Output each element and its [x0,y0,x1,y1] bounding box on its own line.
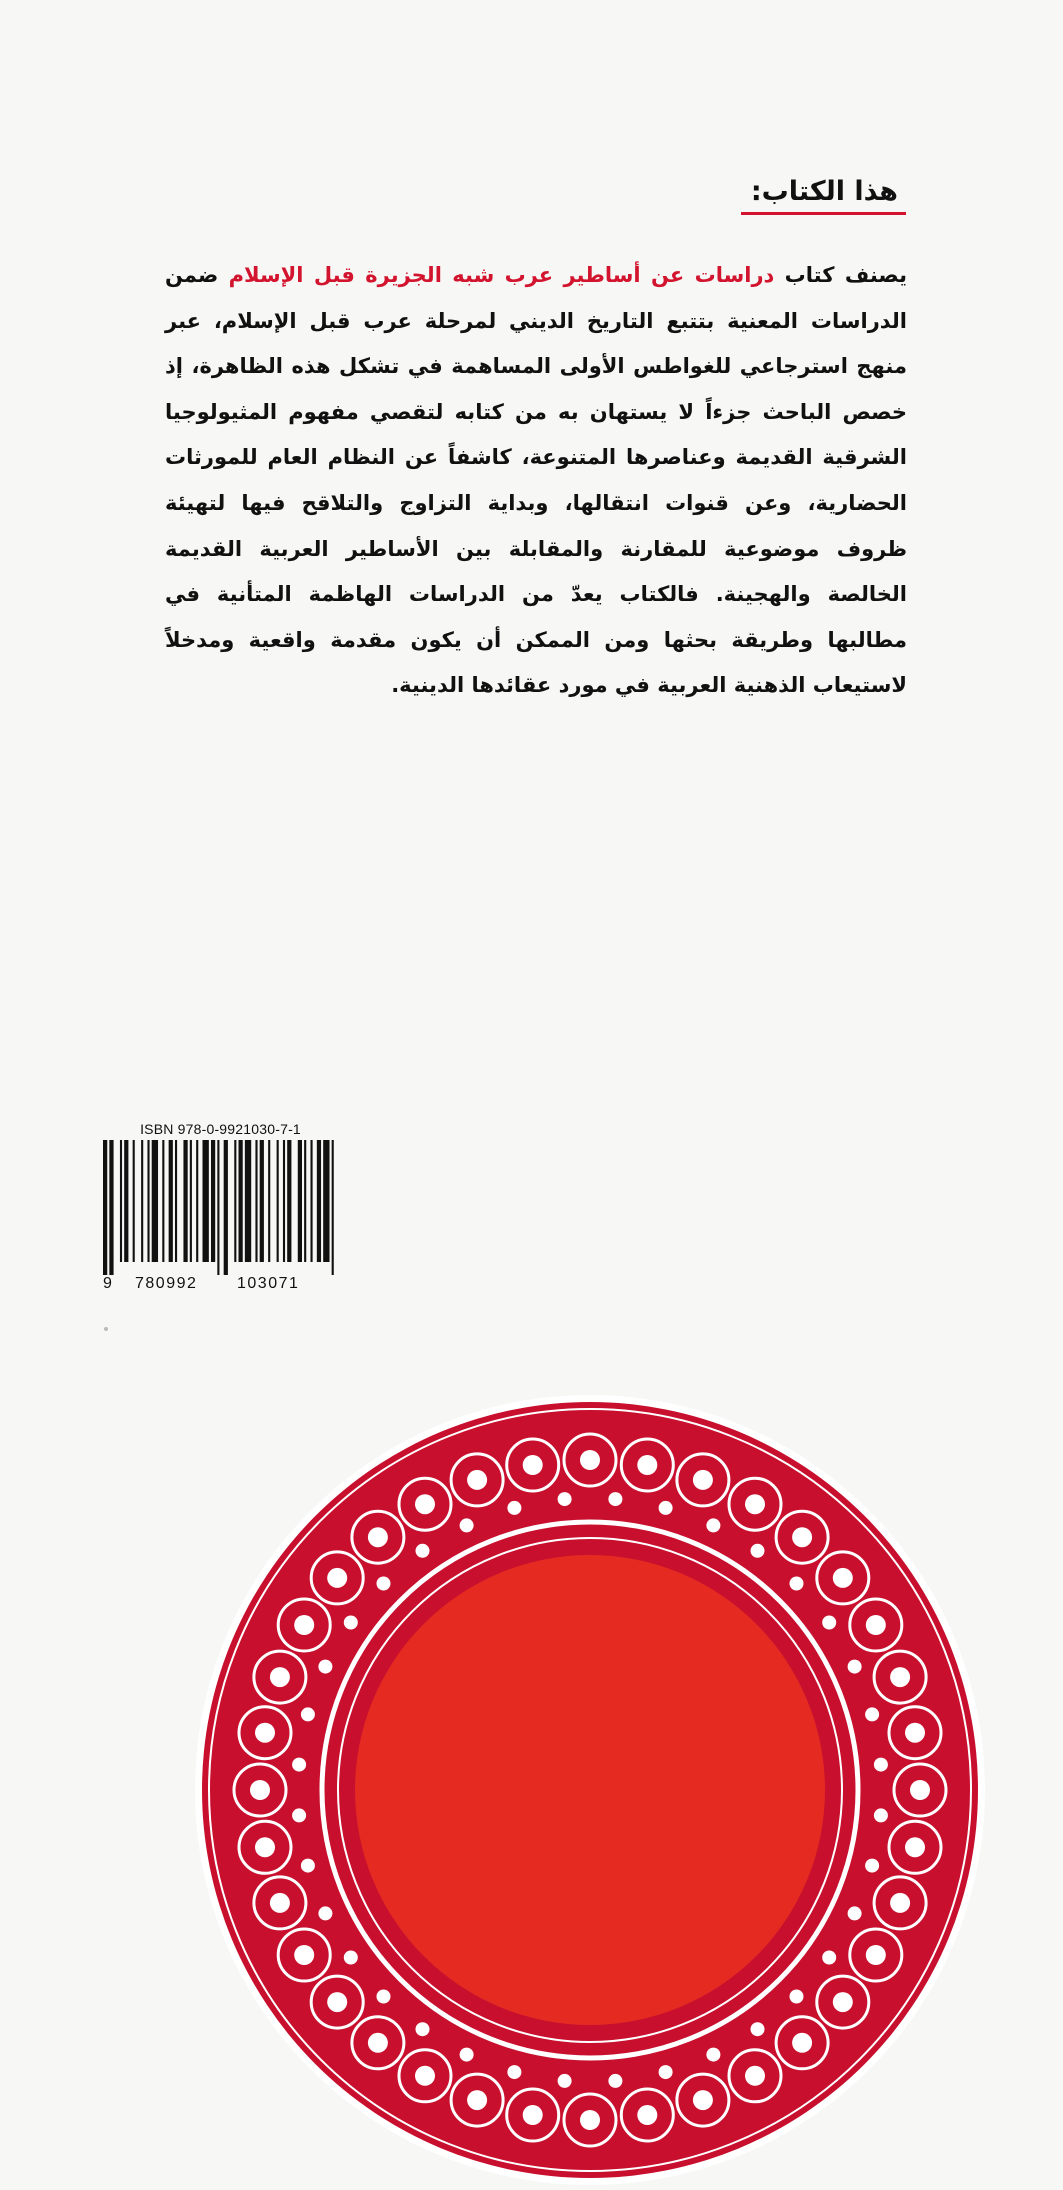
barcode-bar [196,1140,198,1262]
arabesque-bud [294,1615,314,1635]
arabesque-dot [790,1990,804,2004]
arabesque-bud [745,2066,765,2086]
arabesque-dot [507,1501,521,1515]
barcode-bar [287,1140,291,1262]
barcode-bar [277,1140,279,1262]
arabesque-dot [706,1518,720,1532]
barcode-bar [268,1140,270,1262]
barcode-bar [152,1140,158,1262]
barcode-left-group: 780992 [135,1275,198,1292]
arabesque-bud [905,1723,925,1743]
arabesque-dot [377,1990,391,2004]
book-title-highlight: دراسات عن أساطير عرب شبه الجزيرة قبل الإسلام [228,263,775,287]
arabesque-bud [270,1667,290,1687]
barcode-bar [217,1140,219,1275]
arabesque-bud [523,1455,543,1475]
barcode-bar [162,1140,164,1262]
barcode-bar [245,1140,251,1262]
barcode-bar [255,1140,257,1262]
isbn-label: ISBN 978-0-9921030-7-1 [140,1121,301,1137]
arabesque-bud [637,2105,657,2125]
barcode-bar [169,1140,173,1262]
barcode-bar [332,1140,334,1275]
arabesque-bud [270,1893,290,1913]
cover-heading: هذا الكتاب: [750,176,898,207]
arabesque-bud [467,2090,487,2110]
arabesque-dot [318,1906,332,1920]
arabesque-bud [580,2110,600,2130]
arabesque-bud [693,1470,713,1490]
arabesque-bud [833,1568,853,1588]
barcode-right-group: 103071 [237,1275,300,1292]
arabesque-bud [637,1455,657,1475]
barcode-bar [310,1140,312,1262]
barcode-bar [234,1140,236,1262]
arabesque-bud [866,1945,886,1965]
arabesque-bud [368,2033,388,2053]
barcode-bar [224,1140,228,1275]
barcode-bar [183,1140,187,1262]
arabesque-bud [693,2090,713,2110]
arabesque-dot [292,1758,306,1772]
arabesque-dot [874,1808,888,1822]
arabesque-bud [467,1470,487,1490]
arabesque-bud [905,1837,925,1857]
barcode [103,1140,338,1275]
barcode-bar [120,1140,122,1262]
arabesque-dot [706,2048,720,2062]
medallion-center-disc [355,1555,825,2025]
arabesque-dot [416,1544,430,1558]
blurb-prefix: يصنف كتاب [774,263,907,287]
arabesque-dot [790,1577,804,1591]
barcode-bar [283,1140,285,1262]
arabesque-dot [865,1859,879,1873]
print-speck [104,1327,108,1331]
arabesque-bud [890,1893,910,1913]
heading-underline [741,212,906,215]
arabesque-bud [910,1780,930,1800]
barcode-bar [124,1140,128,1262]
arabesque-bud [255,1723,275,1743]
barcode-bar [260,1140,264,1262]
barcode-bar [304,1140,306,1262]
barcode-bar [147,1140,149,1262]
barcode-bar [141,1140,143,1262]
arabesque-bud [792,1527,812,1547]
arabesque-dot [292,1808,306,1822]
arabesque-dot [822,1616,836,1630]
arabesque-dot [659,1501,673,1515]
arabesque-dot [558,2074,572,2088]
arabesque-bud [792,2033,812,2053]
barcode-bar [103,1140,107,1275]
arabesque-dot [318,1660,332,1674]
arabesque-dot [848,1906,862,1920]
barcode-bar [175,1140,177,1262]
arabesque-dot [460,2048,474,2062]
barcode-bar [203,1140,209,1262]
barcode-bar [190,1140,192,1262]
arabesque-dot [865,1707,879,1721]
arabesque-bud [580,1450,600,1470]
arabesque-dot [460,1518,474,1532]
arabesque-dot [507,2065,521,2079]
arabesque-dot [344,1951,358,1965]
arabesque-dot [822,1951,836,1965]
barcode-first-digit: 9 [103,1275,114,1292]
arabesque-bud [294,1945,314,1965]
barcode-bar [239,1140,243,1262]
arabesque-dot [301,1707,315,1721]
arabesque-bud [745,1494,765,1514]
barcode-bar [323,1140,329,1262]
blurb-paragraph [165,253,907,709]
arabesque-bud [415,2066,435,2086]
arabesque-bud [890,1667,910,1687]
arabesque-dot [659,2065,673,2079]
blurb-body: ضمن الدراسات المعنية بتتبع التاريخ الديني لمرحلة عرب قبل الإسلام، عبر منهج استرجاعي للغواطس الأولى المساهمة في تشكل هذه الظاهرة، إذ خصص الباحث جزءاً لا يستهان به من كتابه لتقصي مفهوم المثيولوجيا الشرقية القديمة وعناصرها المتنوعة، كاشفاً عن النظام العام للمورثات الحضارية، وعن قنوات انتقالها، وبداية التزاوج والتلاقح فيها لتهيئة ظروف موضوعية للمقارنة والمقابلة بين الأساطير العربية القديمة الخالصة والهجينة. فالكتاب يعدّ من الدراسات الهاظمة المتأنية في مطالبها وطريقة بحثها ومن الممكن أن يكون مقدمة واقعية ومدخلاً لاستيعاب الذهنية العربية في مورد عقائدها الدينية. [165,263,907,698]
barcode-digits [103,1275,338,1295]
arabesque-dot [848,1660,862,1674]
barcode-bar [298,1140,302,1262]
ornamental-medallion [190,1390,990,2190]
arabesque-dot [558,1492,572,1506]
arabesque-dot [751,2022,765,2036]
arabesque-dot [874,1758,888,1772]
arabesque-bud [255,1837,275,1857]
arabesque-dot [751,1544,765,1558]
arabesque-bud [327,1568,347,1588]
arabesque-bud [415,1494,435,1514]
arabesque-dot [301,1859,315,1873]
arabesque-dot [608,1492,622,1506]
arabesque-dot [344,1616,358,1630]
arabesque-bud [523,2105,543,2125]
barcode-bar [211,1140,215,1262]
arabesque-bud [368,1527,388,1547]
barcode-bar [317,1140,321,1262]
arabesque-bud [327,1992,347,2012]
arabesque-bud [250,1780,270,1800]
arabesque-dot [416,2022,430,2036]
arabesque-bud [866,1615,886,1635]
arabesque-dot [608,2074,622,2088]
barcode-bar [133,1140,135,1262]
arabesque-dot [377,1577,391,1591]
barcode-block [103,1121,338,1295]
arabesque-bud [833,1992,853,2012]
barcode-bar [109,1140,113,1275]
